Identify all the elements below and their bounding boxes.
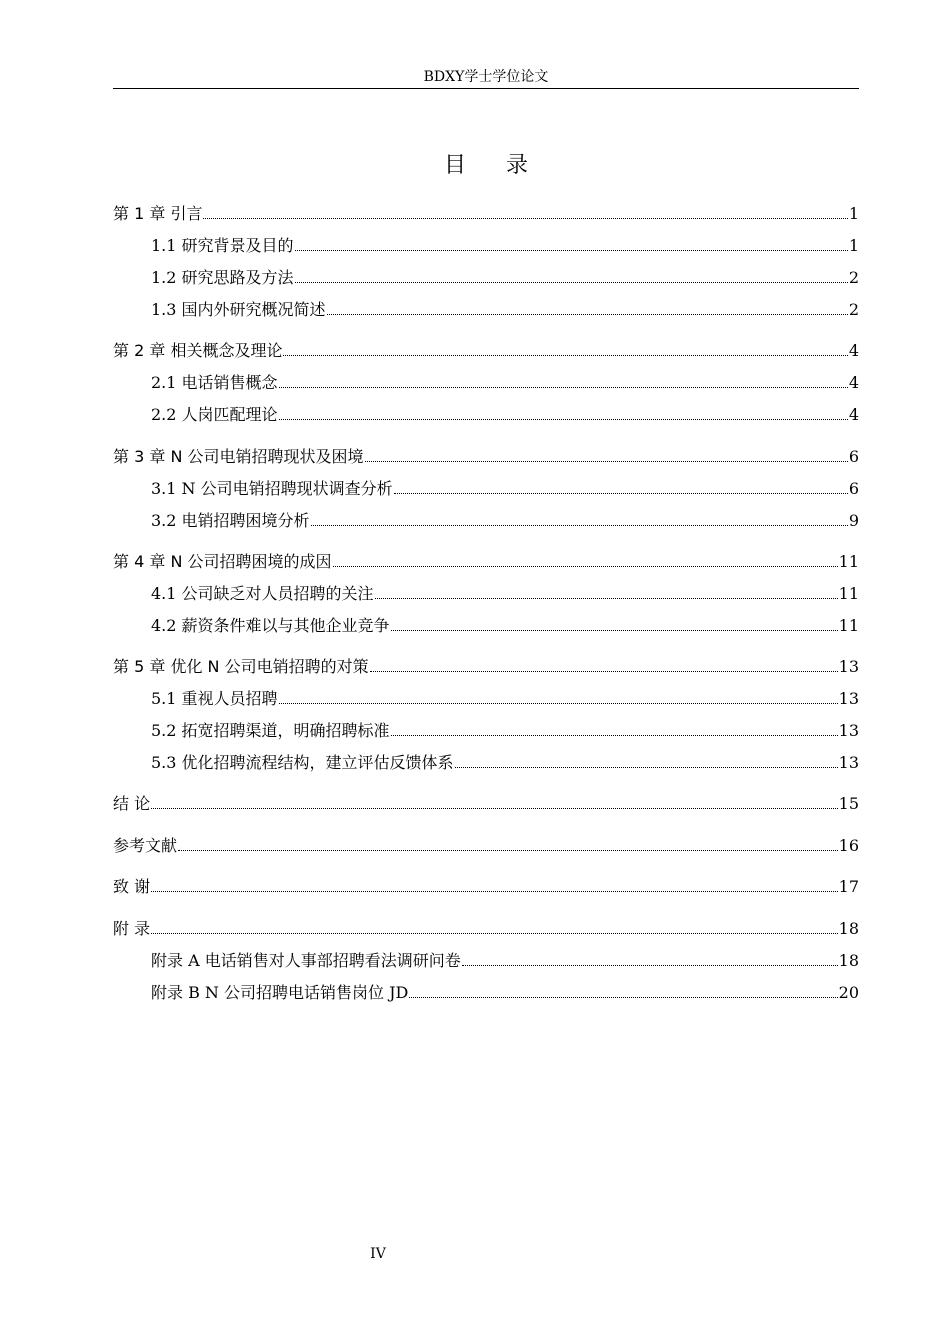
toc-entry-section[interactable] — [113, 372, 859, 394]
toc-leader-dots — [279, 387, 848, 388]
toc-entry-section[interactable] — [113, 615, 859, 637]
toc-entry-section[interactable] — [113, 720, 859, 742]
toc-entry-page: 13 — [838, 721, 859, 740]
toc-entry-label: 2.2 人岗匹配理论 — [151, 405, 278, 424]
toc-entry-label: 2.1 电话销售概念 — [151, 373, 278, 392]
toc-entry-page: 4 — [848, 341, 859, 360]
toc-entry-page: 1 — [848, 236, 859, 255]
toc-entry-page: 13 — [838, 689, 859, 708]
toc-entry-label: 第 2 章 相关概念及理论 — [113, 341, 283, 360]
toc-title: 目录 — [443, 153, 568, 178]
toc-entry-page: 1 — [848, 204, 859, 223]
toc-entry-label: 附 录 — [113, 919, 151, 938]
toc-entry-section[interactable] — [113, 752, 859, 774]
toc-entry-label: 3.2 电销招聘困境分析 — [151, 511, 310, 530]
toc-entry-label: 4.1 公司缺乏对人员招聘的关注 — [151, 584, 374, 603]
toc-entry-page: 16 — [838, 836, 859, 855]
toc-entry-section[interactable] — [113, 299, 859, 321]
toc-leader-dots — [279, 419, 848, 420]
toc-leader-dots — [151, 933, 838, 934]
toc-leader-dots — [151, 808, 838, 809]
toc-entry-label: 1.2 研究思路及方法 — [151, 268, 294, 287]
toc-entry-page: 13 — [838, 753, 859, 772]
toc-entry-chapter[interactable] — [113, 793, 859, 815]
toc-entry-chapter[interactable] — [113, 835, 859, 857]
toc-entry-label: 5.3 优化招聘流程结构，建立评估反馈体系 — [151, 753, 454, 772]
toc-entry-section[interactable] — [113, 478, 859, 500]
toc-leader-dots — [311, 525, 848, 526]
toc-entry-label: 1.3 国内外研究概况简述 — [151, 300, 326, 319]
toc-leader-dots — [394, 493, 848, 494]
toc-entry-label: 第 5 章 优化 N 公司电销招聘的对策 — [113, 657, 369, 676]
toc-entry-label: 第 3 章 N 公司电销招聘现状及困境 — [113, 447, 364, 466]
toc-entry-section[interactable] — [113, 235, 859, 257]
toc-entry-section[interactable] — [113, 688, 859, 710]
toc-entry-page: 6 — [848, 447, 859, 466]
toc-leader-dots — [370, 671, 838, 672]
toc-entry-page: 4 — [848, 373, 859, 392]
toc-entry-label: 参考文献 — [113, 836, 178, 855]
toc-leader-dots — [327, 314, 848, 315]
toc-entry-page: 18 — [838, 951, 859, 970]
toc-entry-page: 2 — [848, 300, 859, 319]
toc-entry-section[interactable] — [113, 950, 859, 972]
toc-leader-dots — [203, 218, 847, 219]
toc-entry-label: 5.2 拓宽招聘渠道，明确招聘标准 — [151, 721, 390, 740]
toc-leader-dots — [375, 598, 838, 599]
toc-leader-dots — [295, 282, 848, 283]
toc-leader-dots — [455, 767, 838, 768]
toc-entry-label: 附录 B N 公司招聘电话销售岗位 JD — [151, 983, 409, 1002]
toc-entry-label: 5.1 重视人员招聘 — [151, 689, 278, 708]
toc-entry-chapter[interactable] — [113, 656, 859, 678]
toc-leader-dots — [178, 850, 838, 851]
toc-entry-section[interactable] — [113, 583, 859, 605]
page-number: IV — [370, 1246, 386, 1262]
toc-leader-dots — [391, 630, 838, 631]
toc-entry-section[interactable] — [113, 267, 859, 289]
toc-entry-section[interactable] — [113, 982, 859, 1004]
toc-entry-page: 13 — [838, 657, 859, 676]
toc-entry-label: 附录 A 电话销售对人事部招聘看法调研问卷 — [151, 951, 461, 970]
toc-entry-label: 第 1 章 引言 — [113, 204, 203, 223]
toc-entry-chapter[interactable] — [113, 551, 859, 573]
toc-entry-page: 11 — [838, 616, 859, 635]
toc-entry-page: 2 — [848, 268, 859, 287]
toc-entry-label: 第 4 章 N 公司招聘困境的成因 — [113, 552, 332, 571]
toc-entry-chapter[interactable] — [113, 203, 859, 225]
toc-entry-chapter[interactable] — [113, 918, 859, 940]
toc-leader-dots — [391, 735, 838, 736]
toc-entry-page: 6 — [848, 479, 859, 498]
toc-entry-label: 4.2 薪资条件难以与其他企业竞争 — [151, 616, 390, 635]
toc-entry-label: 1.1 研究背景及目的 — [151, 236, 294, 255]
toc-entry-label: 3.1 N 公司电销招聘现状调查分析 — [151, 479, 393, 498]
toc-entry-page: 17 — [838, 877, 859, 896]
toc-leader-dots — [333, 566, 838, 567]
toc-leader-dots — [365, 461, 848, 462]
toc-leader-dots — [462, 965, 838, 966]
toc-entry-page: 9 — [848, 511, 859, 530]
toc-entry-chapter[interactable] — [113, 876, 859, 898]
toc-entry-page: 15 — [838, 794, 859, 813]
toc-entry-chapter[interactable] — [113, 340, 859, 362]
toc-leader-dots — [295, 250, 848, 251]
toc-entry-page: 11 — [838, 584, 859, 603]
toc-leader-dots — [409, 997, 837, 998]
toc-leader-dots — [151, 891, 838, 892]
toc-leader-dots — [283, 355, 847, 356]
toc-entry-section[interactable] — [113, 404, 859, 426]
toc-entry-section[interactable] — [113, 510, 859, 532]
toc-entry-page: 20 — [838, 983, 859, 1002]
header-rule — [113, 88, 859, 89]
toc-entry-page: 11 — [838, 552, 859, 571]
running-header: BDXY学士学位论文 — [423, 69, 549, 85]
toc-entry-label: 结 论 — [113, 794, 151, 813]
toc-leader-dots — [279, 703, 838, 704]
toc-entry-label: 致 谢 — [113, 877, 151, 896]
toc-entry-page: 18 — [838, 919, 859, 938]
toc-entry-chapter[interactable] — [113, 446, 859, 468]
toc-entry-page: 4 — [848, 405, 859, 424]
